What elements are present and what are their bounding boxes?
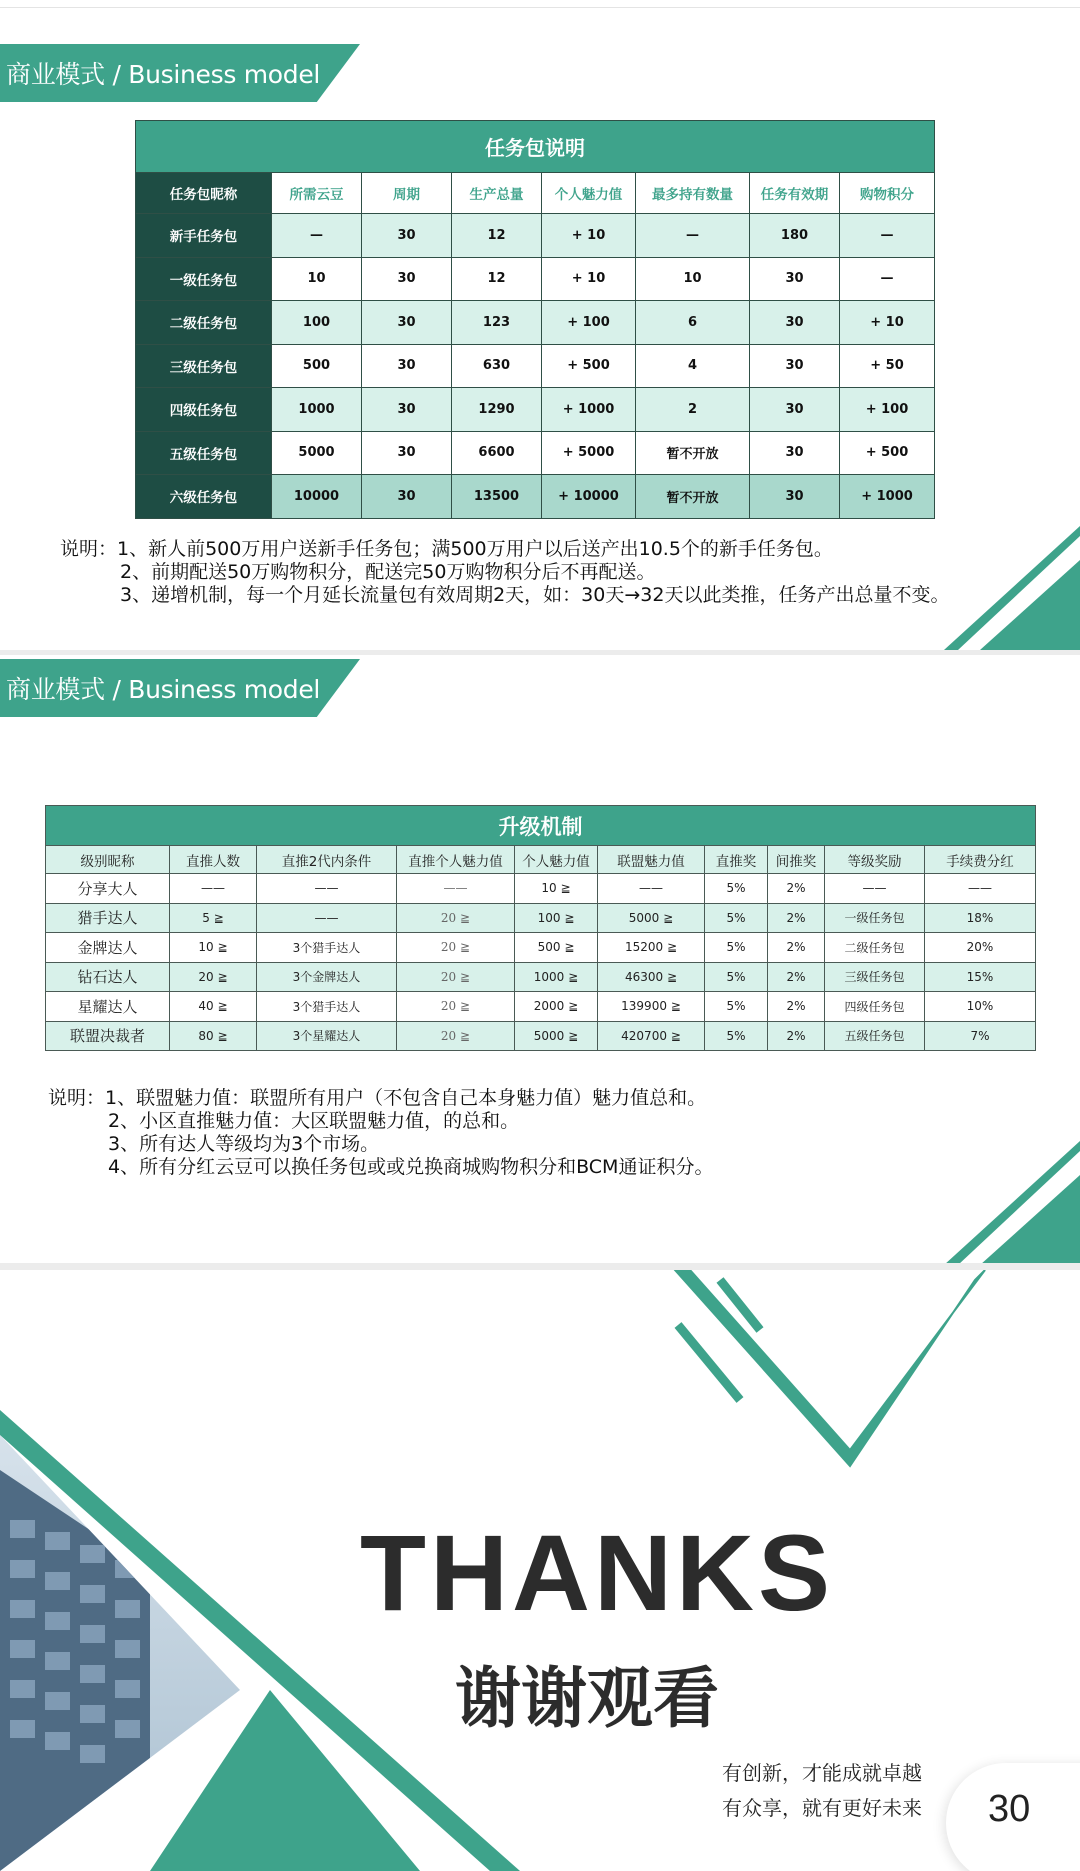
table-row xyxy=(46,962,1036,992)
slogan-line: 有创新，才能成就卓越 xyxy=(722,1761,922,1785)
table-cell: 2% xyxy=(768,903,825,933)
table-cell: + 10 xyxy=(542,214,636,258)
table-cell: 6 xyxy=(636,301,750,345)
table-cell: 30 xyxy=(362,301,452,345)
table-cell: 80 ≧ xyxy=(170,1021,257,1051)
table-cell: + 500 xyxy=(840,431,935,475)
table-cell: 5% xyxy=(705,992,768,1022)
table-cell: 分享大人 xyxy=(46,874,170,904)
table-row xyxy=(46,992,1036,1022)
table-cell: + 10 xyxy=(542,257,636,301)
column-header: 直推个人魅力值 xyxy=(397,846,515,874)
table-cell: 五级任务包 xyxy=(825,1021,925,1051)
table-cell: 3个猎手达人 xyxy=(257,992,397,1022)
table-cell: 30 xyxy=(362,214,452,258)
column-header: 生产总量 xyxy=(452,173,542,214)
table-cell: 1000 xyxy=(272,388,362,432)
notes xyxy=(60,538,949,607)
table-cell: 10 xyxy=(636,257,750,301)
table-cell: 10 ≧ xyxy=(170,933,257,963)
note-line: 3、递增机制，每一个月延长流量包有效周期2天，如：30天→32天以此类推，任务产出总量不变。 xyxy=(120,584,950,606)
table-cell: + 10000 xyxy=(542,475,636,519)
table-cell: 4 xyxy=(636,344,750,388)
table-cell: 20 ≧ xyxy=(397,933,515,963)
table-cell: 3个星耀达人 xyxy=(257,1021,397,1051)
table-cell: 30 xyxy=(362,344,452,388)
slogan xyxy=(722,1756,922,1826)
table-cell: 一级任务包 xyxy=(825,903,925,933)
table-cell: 30 xyxy=(750,344,840,388)
slide-header: 商业模式 / Business model xyxy=(6,60,321,89)
table-cell: 5% xyxy=(705,933,768,963)
table-cell: 5000 ≧ xyxy=(598,903,705,933)
table-cell: 46300 ≧ xyxy=(598,962,705,992)
corner-stripe-bottom xyxy=(940,520,1080,650)
slide-upgrade-mechanism xyxy=(0,655,1080,1263)
note-line: 说明：1、联盟魅力值：联盟所有用户（不包含自己本身魅力值）魅力值总和。 xyxy=(48,1087,707,1109)
column-header: 间推奖 xyxy=(768,846,825,874)
table-row xyxy=(136,388,935,432)
table-cell: 7% xyxy=(925,1021,1036,1051)
table-cell: 139900 ≧ xyxy=(598,992,705,1022)
table-cell: 500 ≧ xyxy=(515,933,598,963)
table-cell: 20% xyxy=(925,933,1036,963)
table-cell: —— xyxy=(257,903,397,933)
column-header: 购物积分 xyxy=(840,173,935,214)
table-cell: 30 xyxy=(362,431,452,475)
table-cell: 5% xyxy=(705,874,768,904)
table-cell: 10% xyxy=(925,992,1036,1022)
table-caption: 任务包说明 xyxy=(136,121,935,173)
note-line: 4、所有分红云豆可以换任务包或或兑换商城购物积分和BCM通证积分。 xyxy=(108,1156,714,1178)
table-cell: 100 ≧ xyxy=(515,903,598,933)
table-cell: 2% xyxy=(768,1021,825,1051)
column-header: 个人魅力值 xyxy=(515,846,598,874)
table-row xyxy=(136,257,935,301)
table-cell: + 10 xyxy=(840,301,935,345)
table-cell: + 500 xyxy=(542,344,636,388)
table-cell: —— xyxy=(598,874,705,904)
table-cell: 500 xyxy=(272,344,362,388)
slogan-line: 有众享，就有更好未来 xyxy=(722,1796,922,1820)
table-row xyxy=(136,214,935,258)
page-number: 30 xyxy=(988,1788,1031,1830)
table-cell: 30 xyxy=(362,257,452,301)
table-cell: 18% xyxy=(925,903,1036,933)
table-cell: + 100 xyxy=(840,388,935,432)
table-cell: 2% xyxy=(768,962,825,992)
table-cell: 20 ≧ xyxy=(397,962,515,992)
note-line: 2、小区直推魅力值：大区联盟魅力值，的总和。 xyxy=(108,1110,520,1132)
column-header: 任务包昵称 xyxy=(136,173,272,214)
table-row xyxy=(136,475,935,519)
table-cell: 一级任务包 xyxy=(136,257,272,301)
table-cell: 30 xyxy=(750,388,840,432)
table-cell: 联盟决裁者 xyxy=(46,1021,170,1051)
table-row xyxy=(136,301,935,345)
table-cell: 5 ≧ xyxy=(170,903,257,933)
table-cell: 20 ≧ xyxy=(397,992,515,1022)
table-cell: 五级任务包 xyxy=(136,431,272,475)
table-cell: 5000 xyxy=(272,431,362,475)
table-cell: 30 xyxy=(362,475,452,519)
table-cell: 六级任务包 xyxy=(136,475,272,519)
table-cell: 三级任务包 xyxy=(825,962,925,992)
table-cell: 30 xyxy=(750,257,840,301)
column-header: 级别昵称 xyxy=(46,846,170,874)
table-cell: + 100 xyxy=(542,301,636,345)
table-cell: + 1000 xyxy=(840,475,935,519)
table-cell: 30 xyxy=(750,301,840,345)
table-cell: 5000 ≧ xyxy=(515,1021,598,1051)
table-cell: 100 xyxy=(272,301,362,345)
table-header-row xyxy=(46,846,1036,874)
table-cell: 6600 xyxy=(452,431,542,475)
table-cell: 1000 ≧ xyxy=(515,962,598,992)
table-cell: + 5000 xyxy=(542,431,636,475)
table-cell: 180 xyxy=(750,214,840,258)
table-cell: — xyxy=(636,214,750,258)
table-cell: 暂不开放 xyxy=(636,475,750,519)
table-cell: — xyxy=(840,257,935,301)
table-cell: 星耀达人 xyxy=(46,992,170,1022)
table-cell: — xyxy=(272,214,362,258)
table-cell: 10 xyxy=(272,257,362,301)
table-cell: 123 xyxy=(452,301,542,345)
corner-stripe-top xyxy=(940,40,1080,80)
table-caption: 升级机制 xyxy=(46,806,1036,846)
table-cell: —— xyxy=(397,874,515,904)
table-cell: 四级任务包 xyxy=(825,992,925,1022)
column-header: 所需云豆 xyxy=(272,173,362,214)
task-package-table xyxy=(135,120,935,519)
column-header: 直推奖 xyxy=(705,846,768,874)
top-bar xyxy=(0,0,1080,8)
table-cell: 2% xyxy=(768,874,825,904)
table-cell: 12 xyxy=(452,257,542,301)
slide-header: 商业模式 / Business model xyxy=(6,675,321,704)
table-cell: 金牌达人 xyxy=(46,933,170,963)
table-cell: 10 ≧ xyxy=(515,874,598,904)
table-row xyxy=(136,431,935,475)
table-row xyxy=(46,903,1036,933)
table-cell: 30 xyxy=(750,431,840,475)
table-cell: 二级任务包 xyxy=(825,933,925,963)
table-cell: + 1000 xyxy=(542,388,636,432)
table-cell: 2% xyxy=(768,933,825,963)
column-header: 最多持有数量 xyxy=(636,173,750,214)
table-cell: + 50 xyxy=(840,344,935,388)
column-header: 直推人数 xyxy=(170,846,257,874)
table-row xyxy=(136,344,935,388)
table-cell: 30 xyxy=(750,475,840,519)
table-cell: 10000 xyxy=(272,475,362,519)
column-header: 个人魅力值 xyxy=(542,173,636,214)
table-cell: 5% xyxy=(705,903,768,933)
note-line: 说明：1、新人前500万用户送新手任务包；满500万用户以后送产出10.5个的新手任务包。 xyxy=(60,538,833,560)
table-cell: 暂不开放 xyxy=(636,431,750,475)
table-cell: 3个猎手达人 xyxy=(257,933,397,963)
table-cell: —— xyxy=(825,874,925,904)
column-header: 手续费分红 xyxy=(925,846,1036,874)
table-cell: 20 ≧ xyxy=(397,1021,515,1051)
column-header: 联盟魅力值 xyxy=(598,846,705,874)
table-row xyxy=(46,874,1036,904)
slide-task-package xyxy=(0,40,1080,650)
table-cell: 15% xyxy=(925,962,1036,992)
table-cell: 钻石达人 xyxy=(46,962,170,992)
table-cell: 630 xyxy=(452,344,542,388)
table-cell: 新手任务包 xyxy=(136,214,272,258)
corner-stripe-bottom xyxy=(940,1135,1080,1263)
table-cell: 5% xyxy=(705,962,768,992)
table-cell: 四级任务包 xyxy=(136,388,272,432)
table-cell: 2% xyxy=(768,992,825,1022)
note-line: 2、前期配送50万购物积分，配送完50万购物积分后不再配送。 xyxy=(120,561,656,583)
table-cell: —— xyxy=(925,874,1036,904)
table-cell: 13500 xyxy=(452,475,542,519)
table-cell: — xyxy=(840,214,935,258)
table-cell: 猎手达人 xyxy=(46,903,170,933)
table-cell: 12 xyxy=(452,214,542,258)
table-cell: 420700 ≧ xyxy=(598,1021,705,1051)
thanks-title: THANKS xyxy=(360,1512,834,1633)
table-row xyxy=(46,933,1036,963)
column-header: 等级奖励 xyxy=(825,846,925,874)
table-cell: 1290 xyxy=(452,388,542,432)
table-cell: 20 ≧ xyxy=(170,962,257,992)
table-cell: 3个金牌达人 xyxy=(257,962,397,992)
table-cell: 2000 ≧ xyxy=(515,992,598,1022)
table-cell: —— xyxy=(257,874,397,904)
table-cell: 20 ≧ xyxy=(397,903,515,933)
thanks-subtitle: 谢谢观看 xyxy=(455,1660,719,1737)
table-cell: 30 xyxy=(362,388,452,432)
slide-thanks xyxy=(0,1270,1080,1871)
notes xyxy=(48,1087,713,1179)
column-header: 任务有效期 xyxy=(750,173,840,214)
table-cell: 二级任务包 xyxy=(136,301,272,345)
note-line: 3、所有达人等级均为3个市场。 xyxy=(108,1133,380,1155)
column-header: 直推2代内条件 xyxy=(257,846,397,874)
table-cell: —— xyxy=(170,874,257,904)
table-header-row xyxy=(136,173,935,214)
table-cell: 三级任务包 xyxy=(136,344,272,388)
upgrade-table xyxy=(45,805,1036,1051)
slide-separator xyxy=(0,1263,1080,1270)
table-cell: 40 ≧ xyxy=(170,992,257,1022)
table-cell: 5% xyxy=(705,1021,768,1051)
table-cell: 15200 ≧ xyxy=(598,933,705,963)
column-header: 周期 xyxy=(362,173,452,214)
table-row xyxy=(46,1021,1036,1051)
table-cell: 2 xyxy=(636,388,750,432)
